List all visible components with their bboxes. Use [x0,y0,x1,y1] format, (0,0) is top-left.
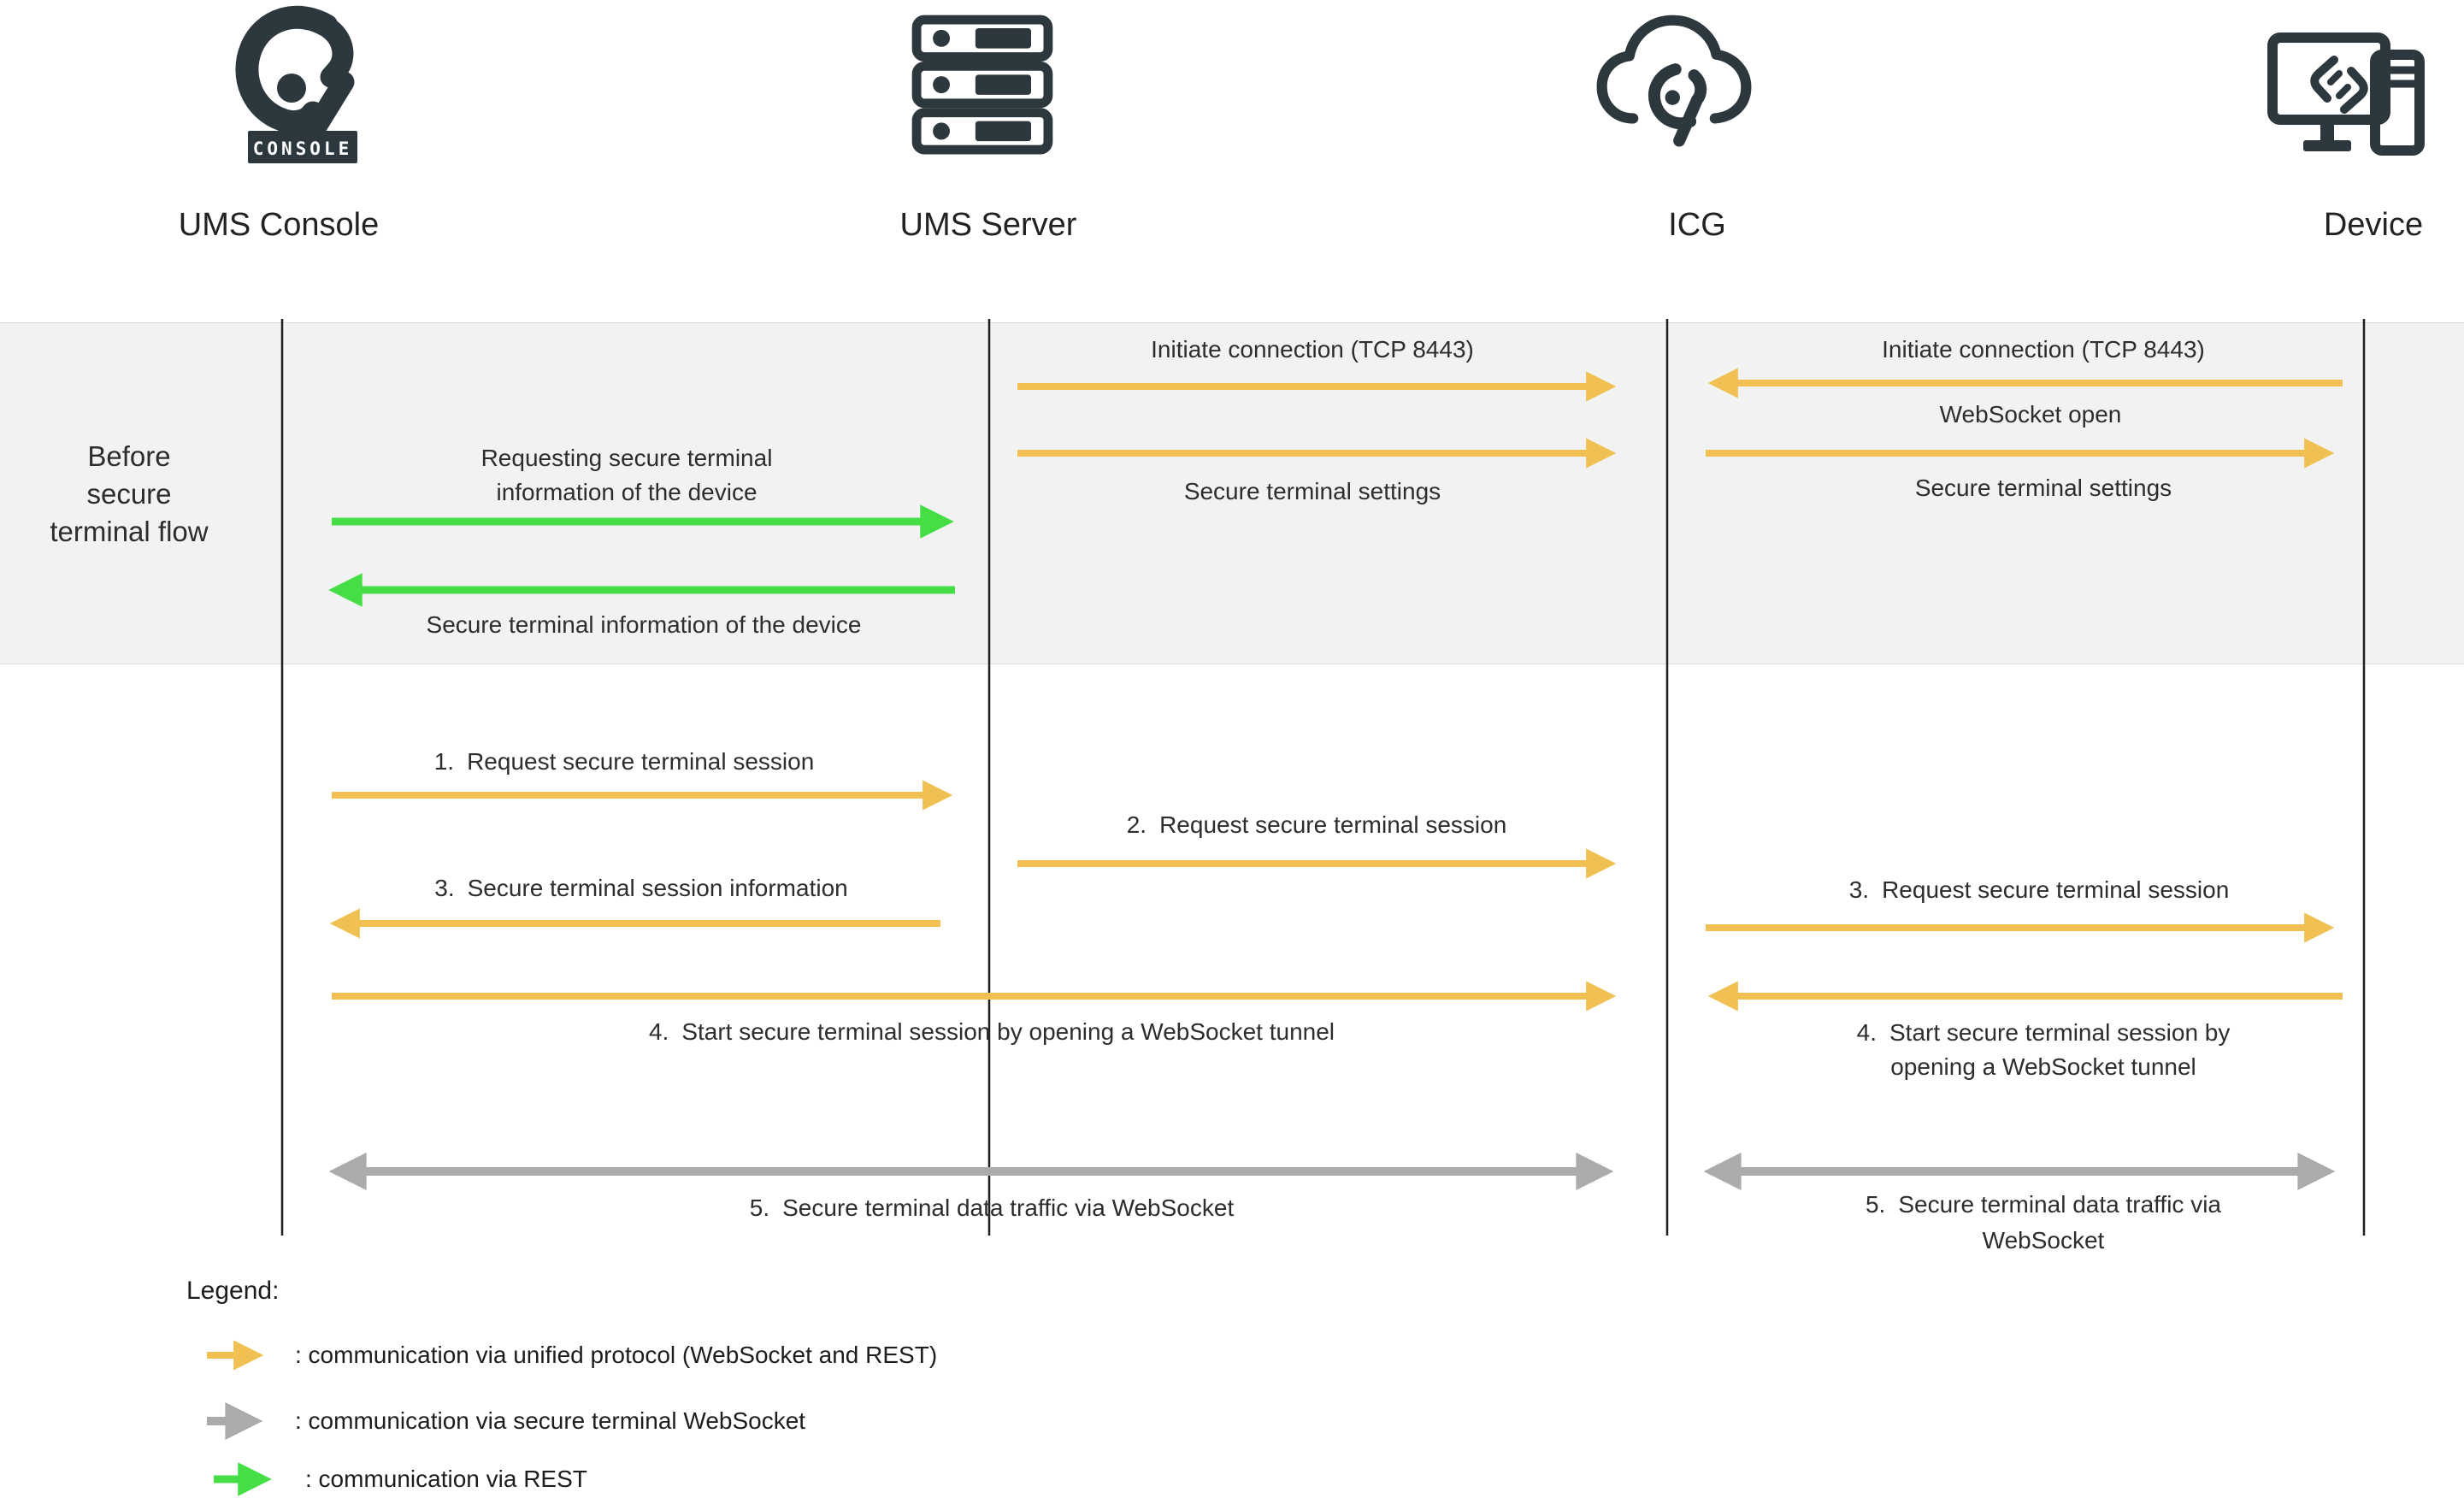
legend-item-secure-terminal-websocket: : communication via secure terminal WebSocket [295,1407,806,1434]
step4-left-text: Start secure terminal session by opening a WebSocket tunnel [681,1018,1335,1045]
step2-number: 2. [1126,811,1147,838]
step4-left-number: 4. [648,1018,669,1045]
entity-label-ums-console: UMS Console [178,207,380,243]
step5-left-number: 5. [749,1194,770,1221]
legend-item-rest: : communication via REST [305,1466,587,1492]
console-badge-label: CONSOLE [252,139,353,159]
label-step5-left [436,1192,1547,1224]
label-step4-right [1813,1016,2274,1084]
step3-right-number: 3. [1848,876,1870,903]
step5-right-text: Secure terminal data traffic via WebSocket [1898,1191,2222,1253]
legend-title: Legend: [186,1277,280,1305]
label-device-icg-initiate: Initiate connection (TCP 8443) [1882,336,2205,363]
phase-label: Before secure terminal flow [50,440,209,547]
step2-text: Request secure terminal session [1159,811,1507,838]
label-server-icg-settings: Secure terminal settings [1183,478,1441,504]
legend-item-unified-protocol: : communication via unified protocol (WebSocket and REST) [295,1342,938,1368]
entity-label-device: Device [2323,207,2424,243]
step1-number: 1. [433,748,455,775]
step1-text: Request secure terminal session [467,748,815,775]
label-step5-right [1804,1187,2283,1259]
label-step3-left [342,872,940,905]
label-device-icg-settings: Secure terminal settings [1914,475,2172,501]
step3-right-text: Request secure terminal session [1882,876,2230,903]
label-server-icg-initiate: Initiate connection (TCP 8443) [1151,336,1474,363]
label-step2 [1017,809,1616,841]
step5-left-text: Secure terminal data traffic via WebSocket [782,1194,1235,1221]
step5-right-number: 5. [1865,1191,1886,1218]
label-step1 [325,746,923,778]
label-step4-left [436,1016,1547,1048]
label-icg-device-websocket-open: WebSocket open [1939,401,2122,428]
step4-right-text: Start secure terminal session by opening a WebSocket tunnel [1889,1019,2231,1080]
step3-left-text: Secure terminal session information [467,875,848,901]
step3-left-number: 3. [434,875,455,901]
label-console-server-request-info: Requesting secure terminal information of the device [480,445,773,505]
label-step3-right [1740,874,2338,906]
label-server-console-info-response: Secure terminal information of the device [426,611,862,638]
entity-label-icg: ICG [1668,207,1726,243]
entity-label-ums-server: UMS Server [899,207,1077,243]
step4-right-number: 4. [1856,1019,1877,1046]
